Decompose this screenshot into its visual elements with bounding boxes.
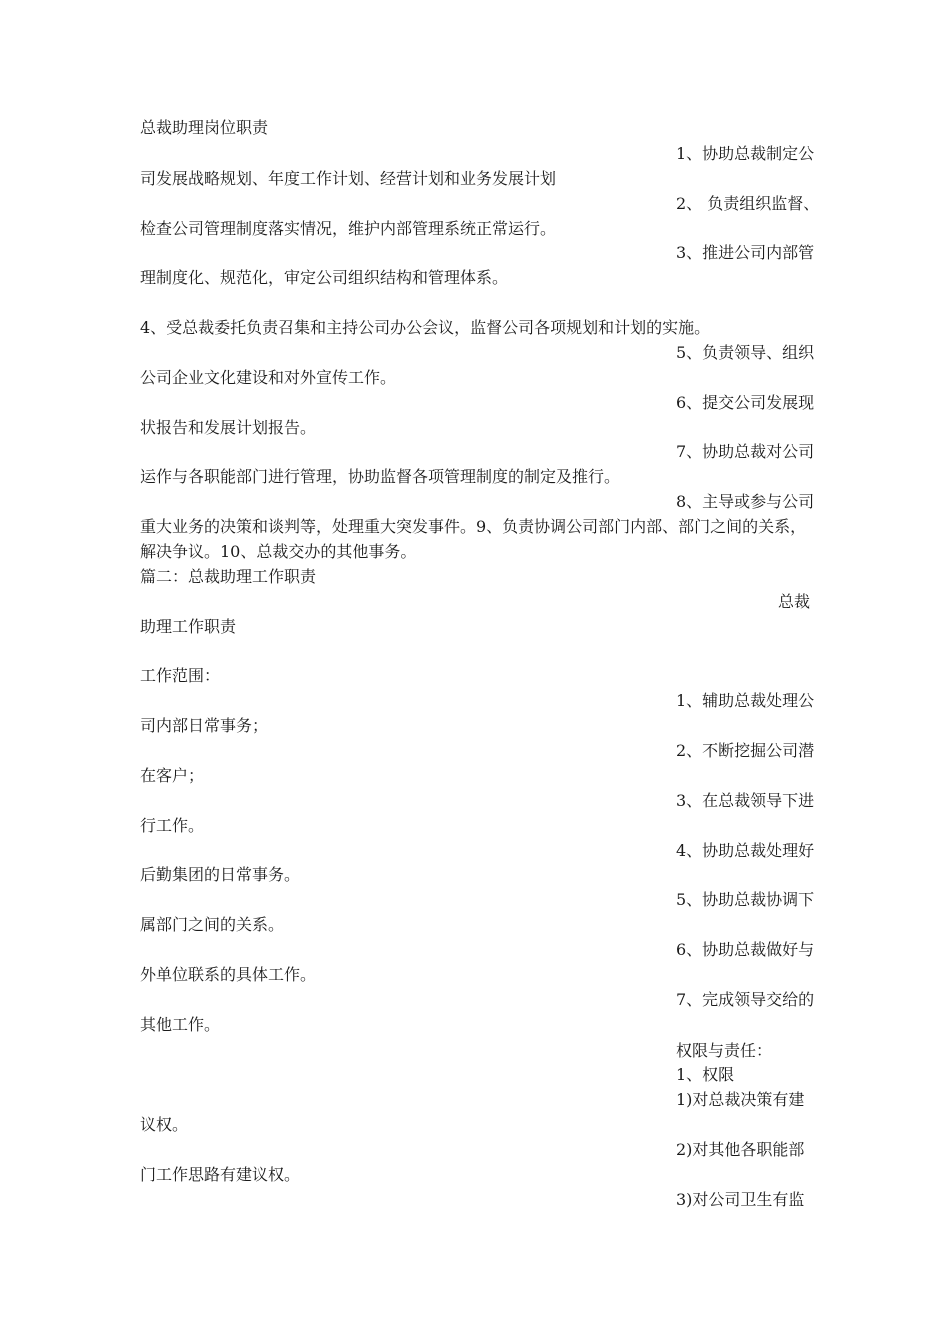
- text-line: 6、协助总裁做好与: [676, 940, 815, 959]
- text-line: 3、推进公司内部管: [676, 243, 815, 262]
- text-line: 理制度化、规范化，审定公司组织结构和管理体系。: [140, 268, 509, 287]
- text-line: 5、协助总裁协调下: [676, 890, 815, 909]
- text-line: 属部门之间的关系。: [140, 915, 285, 934]
- document-title: 总裁助理岗位职责: [140, 118, 269, 137]
- text-line: 1)对总裁决策有建: [676, 1090, 805, 1109]
- text-line: 助理工作职责: [140, 617, 237, 636]
- text-line: 4、受总裁委托负责召集和主持公司办公会议，监督公司各项规划和计划的实施。: [140, 318, 711, 337]
- section-heading: 篇二：总裁助理工作职责: [140, 567, 317, 586]
- text-line: 解决争议。10、总裁交办的其他事务。: [140, 542, 417, 561]
- text-line: 3、在总裁领导下进: [676, 791, 815, 810]
- text-line: 运作与各职能部门进行管理，协助监督各项管理制度的制定及推行。: [140, 467, 621, 486]
- text-line: 7、完成领导交给的: [676, 990, 815, 1009]
- text-line: 工作范围：: [140, 666, 221, 685]
- text-line: 5、负责领导、组织: [676, 343, 815, 362]
- text-line: 3)对公司卫生有监: [676, 1190, 805, 1209]
- text-line: 其他工作。: [140, 1015, 221, 1034]
- text-line: 7、协助总裁对公司: [676, 442, 815, 461]
- text-line: 2、 负责组织监督、: [676, 194, 820, 213]
- text-line: 议权。: [140, 1115, 189, 1134]
- text-line: 4、协助总裁处理好: [676, 841, 815, 860]
- text-line: 1、协助总裁制定公: [676, 144, 815, 163]
- text-line: 公司企业文化建设和对外宣传工作。: [140, 368, 397, 387]
- text-line: 状报告和发展计划报告。: [140, 418, 317, 437]
- text-line: 后勤集团的日常事务。: [140, 865, 301, 884]
- text-line: 司内部日常事务；: [140, 716, 269, 735]
- text-line: 1、辅助总裁处理公: [676, 691, 815, 710]
- text-line: 行工作。: [140, 816, 205, 835]
- text-line: 总裁: [777, 592, 810, 611]
- text-line: 外单位联系的具体工作。: [140, 965, 317, 984]
- text-line: 重大业务的决策和谈判等，处理重大突发事件。9、负责协调公司部门内部、部门之间的关系，: [140, 517, 807, 536]
- text-line: 2)对其他各职能部: [676, 1140, 805, 1159]
- text-line: 6、提交公司发展现: [676, 393, 815, 412]
- text-line: 在客户；: [140, 766, 205, 785]
- text-line: 司发展战略规划、年度工作计划、经营计划和业务发展计划: [140, 169, 557, 188]
- text-line: 权限与责任：: [676, 1041, 773, 1060]
- text-line: 门工作思路有建议权。: [140, 1165, 301, 1184]
- text-line: 1、权限: [676, 1065, 735, 1084]
- text-line: 8、主导或参与公司: [676, 492, 815, 511]
- text-line: 2、不断挖掘公司潜: [676, 741, 815, 760]
- text-line: 检查公司管理制度落实情况，维护内部管理系统正常运行。: [140, 219, 557, 238]
